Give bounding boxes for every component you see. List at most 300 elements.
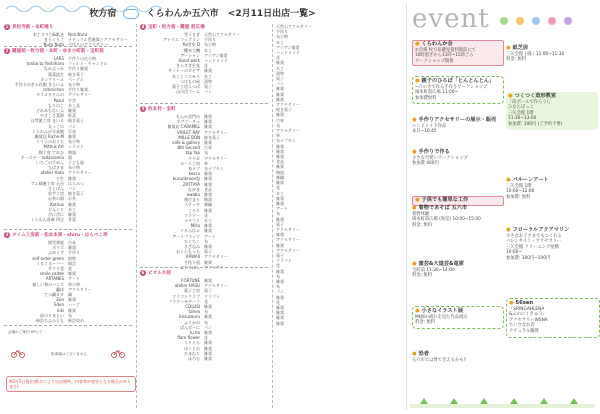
description-text: アクセサリー — [276, 226, 300, 232]
description-text: 雑貨 — [276, 148, 284, 154]
vendor-name: 楽しい和のハンズ — [32, 281, 64, 287]
vendor-desc: アクセサリー — [68, 286, 92, 292]
vendor-desc: 布小物 — [68, 82, 80, 88]
description-text: パン — [276, 81, 284, 87]
event-block — [412, 40, 504, 66]
vendor-name: fia雪室 D — [182, 42, 200, 48]
description-text: アクセサリー — [276, 247, 300, 253]
description-text: 雑貨 — [276, 278, 284, 284]
vendor-desc: 雑貨 — [204, 314, 212, 320]
vendor-desc: アクセサリー — [204, 155, 228, 161]
description-text: クラフト — [276, 258, 292, 264]
vendor-name: フラワー — [184, 212, 200, 218]
event-title-text: 手作りアクセサリーの展示・販売 — [418, 117, 497, 123]
dot-icon — [516, 17, 524, 25]
vendor-desc: 布小物 — [68, 139, 80, 145]
vendor-desc: 雑貨 — [204, 244, 212, 250]
vendor-name: さざなみ — [184, 244, 200, 250]
header-date: <2月11日出店一覧> — [227, 9, 316, 19]
description-text: 布小物 — [276, 34, 288, 40]
vendor-name: 運びまり — [184, 197, 200, 203]
section-title-text: 鍵屋前・枚方宿・本町・ゆき小町前・宝町前 — [12, 49, 104, 54]
star-icon: ● — [415, 41, 420, 47]
section-1 — [4, 24, 132, 48]
description-text: 雑貨 — [276, 294, 284, 300]
event-line: &ふのにくきゅう」 — [509, 312, 547, 318]
vendor-name: MILLE BON — [178, 134, 200, 140]
event-line: ハンドメイド作品 — [412, 123, 447, 129]
vendor-desc: ハーブ — [68, 302, 80, 308]
event-line: 参加費: 無料 — [506, 194, 531, 200]
description-text: 雑貨 — [276, 315, 284, 321]
description-text: 天然石アクセサリー — [276, 24, 312, 29]
vendor-desc: 木工 — [68, 206, 76, 212]
vendor-desc: 布 — [204, 319, 208, 325]
event-line: ワークショップ開催 — [415, 58, 454, 64]
divider — [4, 229, 132, 230]
vendor-desc: パン — [204, 324, 212, 330]
event-line: ~ひのきで作る手作りワークショップ — [415, 84, 488, 90]
vendor-name: LARS — [53, 56, 64, 61]
vendor-desc: 雑貨 — [204, 356, 212, 362]
bicycle-icon — [10, 348, 26, 358]
dot-icon — [548, 17, 556, 25]
vendor-name: ほろむ — [188, 356, 200, 362]
divider — [4, 46, 132, 47]
vendor-name: つけもの屋 — [180, 78, 200, 84]
vendor-name: atelier Hato — [40, 170, 64, 176]
event-title — [412, 118, 498, 124]
page-header — [0, 6, 405, 24]
info-text: 会場のご案内 HPにて — [8, 330, 43, 334]
event-line: 本日~10:45 — [412, 129, 437, 135]
header-left: 枚方宿 — [89, 9, 117, 19]
vendor-desc: 雑貨 — [204, 114, 212, 119]
vendor-name: 雑貨店 CARAMEL — [167, 124, 200, 130]
vendor-desc: 菓子 — [204, 288, 212, 294]
star-icon: ● — [415, 308, 420, 314]
description-text: 刺繍 — [276, 174, 284, 180]
event-line: 岡本町前広場 11:00~ — [415, 90, 459, 96]
description-text: 菓子 — [276, 221, 284, 227]
vendor-name: ぷちりぼん — [180, 264, 200, 270]
vendor-name: ZATTAYA — [183, 181, 200, 187]
vendor-name: ボウズ — [52, 245, 64, 251]
section-title — [4, 48, 132, 54]
description-text: 布 — [276, 284, 280, 290]
vendor-row — [140, 356, 268, 361]
vendor-desc: 陶器 — [68, 149, 76, 155]
vendor-name: kiki — [57, 307, 64, 313]
vendor-name: tap tap — [185, 150, 200, 156]
description-text: アクセサリー — [276, 237, 300, 243]
vendor-desc: 骨董 — [68, 217, 76, 223]
vendor-name: 蘭ぼ — [56, 286, 64, 292]
description-text: 雑貨 — [276, 232, 284, 238]
dot-icon — [500, 17, 508, 25]
vendor-desc: 雑貨 — [204, 176, 212, 182]
vendor-name: てつ鍋カタ — [44, 292, 64, 298]
column-divider — [136, 24, 137, 408]
vendor-desc: アクセサリー — [68, 92, 92, 98]
vendor-name: smile cadde — [39, 271, 64, 277]
column-divider — [406, 4, 407, 410]
event-block — [506, 46, 594, 63]
vendor-name: KAWAII — [186, 254, 200, 260]
vendor-desc: 焼き菓子 — [68, 71, 84, 77]
vendor-desc: 雑貨 — [204, 330, 212, 336]
vendor-desc: はちみつ — [68, 180, 84, 186]
vendor-desc: 柿渋染め — [68, 318, 84, 324]
event-line: ひなたぼっこ — [508, 105, 534, 111]
vendor-name: さとばん — [48, 186, 64, 192]
vendor-desc: 焼き菓子 — [204, 134, 220, 140]
section-title-text: タイム工房前・松本本家・shiru・はらぺこ亭 — [12, 233, 108, 238]
description-text: 雑貨 — [276, 268, 284, 274]
vendor-name: self order green — [32, 255, 64, 261]
event-line: 三矢会館 1階 — [508, 110, 534, 116]
vendor-desc: 雑貨 — [68, 201, 76, 207]
vendor-desc: 植物 — [68, 255, 76, 261]
vendor-name: ひまわり — [184, 350, 200, 356]
event-line: 10:00~12:00 — [506, 189, 535, 195]
dot-icon — [564, 17, 572, 25]
description-row — [276, 321, 404, 326]
description-text: 雑貨 — [276, 154, 284, 160]
vendor-name: テーズヤー rodaivamia — [20, 154, 64, 160]
vendor-name: awabu — [186, 192, 200, 198]
event-block — [506, 92, 598, 130]
description-text: 漬物 — [276, 70, 284, 76]
vendor-name: ぐう子のおうち — [36, 139, 64, 145]
event-title — [415, 79, 501, 85]
vendor-name: 8th Second — [177, 145, 200, 151]
event-title-text: 手作りで作る — [418, 149, 450, 155]
event-line: 岡本町前広場 (和室) 10:00~15:00 — [412, 217, 481, 223]
vendor-desc: 雑貨 — [204, 192, 212, 198]
vendor-desc: 食品 — [204, 186, 212, 192]
vendor-name: もりのこ — [48, 102, 64, 108]
event-line: 三矢会館 1階 — [506, 183, 532, 189]
vendor-desc: 天然石アクセサリー — [204, 32, 240, 37]
event-line: ナチュラル雑貨 — [509, 328, 539, 334]
vendor-name: Nutu Nuta — [43, 42, 64, 48]
vendor-desc: 雑貨 — [204, 304, 212, 310]
vendor-desc: アクセサリー — [204, 283, 228, 289]
vendor-name: FORTUNE — [181, 278, 200, 283]
vendor-desc: 布 — [204, 150, 208, 156]
section-number: 3 — [5, 232, 9, 237]
vendor-name: Kotirus — [50, 201, 64, 207]
vendor-name: なかま — [188, 186, 200, 192]
event-title-text: つくつく造形教室 — [514, 93, 557, 99]
event-line: 参加費: 300円~500円 — [506, 255, 551, 261]
description-text: 花 — [276, 299, 280, 305]
vendor-desc: ハンドメイド — [204, 58, 228, 64]
event-line: 宝町前 11:30~14:00 — [412, 267, 455, 273]
vendor-name: Unsuzouru — [178, 314, 200, 320]
vendor-desc: 写真 — [68, 128, 76, 134]
star-icon: ● — [412, 351, 417, 357]
event-line: 参加費: 100円 (ご予約不要) — [508, 121, 563, 127]
description-text: 雑貨 — [276, 86, 284, 92]
section-title-text: 枚本村・宝町 — [148, 107, 176, 112]
vendor-desc: 花 — [204, 63, 208, 69]
vendor-desc: フェルト・キャンドル — [68, 61, 108, 67]
vendor-desc: 雑貨 — [204, 181, 212, 187]
vendor-row — [140, 89, 268, 94]
vendor-desc: 雑貨 — [68, 297, 76, 303]
vendor-name: cotorichan — [42, 87, 64, 93]
vendor-name: きらくりこ — [44, 37, 64, 43]
vendor-name: キラメキさんの — [36, 92, 64, 98]
section-title — [4, 24, 132, 30]
section-5 — [140, 106, 268, 270]
vendor-name: Eden — [53, 302, 64, 308]
vendor-desc: 野菜 — [68, 113, 76, 119]
vendor-name: ステッチ — [184, 202, 200, 208]
description-text: 雑貨 — [276, 143, 284, 149]
vendor-name: やさしさ菜園 — [40, 113, 64, 119]
vendor-name: ヤヤカ — [188, 155, 200, 161]
event-title-text: 着物であそぼ 五六市 — [418, 205, 468, 211]
vendor-name: ちばさま — [48, 165, 64, 171]
vendor-desc: 花 — [204, 212, 208, 218]
vendor-name: 木工ヌリ白&紙芝 — [32, 32, 64, 37]
vendor-desc: 雑貨 — [68, 271, 76, 277]
event-line: ちいさなお店 — [509, 323, 535, 329]
description-text: 雑貨 — [276, 304, 284, 310]
description-text: 手作り — [276, 29, 288, 35]
vendor-desc: 刺繍 — [204, 202, 212, 208]
vendor-desc: 木工 — [204, 47, 212, 53]
vendor-desc: 菓子 — [204, 249, 212, 255]
vendor-desc: 子ども服 — [68, 160, 84, 166]
vendor-name: 陶工房 てれむ — [38, 149, 64, 155]
vendor-name: ふうかの — [184, 319, 200, 325]
vendor-name: 太っこの — [48, 123, 64, 129]
vendor-name: Milla — [190, 223, 200, 229]
star-icon: ● — [415, 197, 420, 203]
vendor-desc: NutuNuta — [68, 32, 88, 37]
section-title — [140, 270, 268, 276]
vendor-name: ぴにぴに — [48, 212, 64, 218]
vendor-desc: 陶器 — [204, 197, 212, 203]
vendor-name: ちくちく — [184, 238, 200, 244]
vendor-desc: 雑貨 — [204, 228, 212, 234]
vendor-desc: ベーグル — [68, 76, 84, 82]
vendor-desc: アクセサリー — [204, 264, 228, 270]
vendor-desc: 花 — [204, 335, 208, 341]
vendor-desc: 菓子 — [204, 84, 212, 90]
event-block — [412, 76, 504, 104]
vendor-desc: 雑貨 — [204, 207, 212, 213]
vendor-name: ばんびーに — [180, 324, 200, 330]
vendor-desc: 手作り — [68, 250, 80, 256]
vendor-name: ダヴブーチュ — [176, 119, 200, 125]
event-line: 料金: 無料 — [412, 222, 433, 228]
description-text: 陶器 — [276, 169, 284, 175]
vendor-desc: 手作り — [204, 37, 216, 43]
vendor-desc: ナチュラル系雑貨とアクセサリー — [68, 37, 128, 43]
vendor-name: ころり — [188, 207, 200, 213]
event-block — [412, 150, 498, 167]
vendor-desc: 布ナプキン — [204, 166, 224, 172]
vendor-name: きらさぎ生花 — [176, 63, 200, 69]
star-icon: ● — [412, 149, 417, 155]
description-text: ハンドメイド — [276, 50, 300, 56]
star-icon: ● — [508, 93, 513, 99]
vendor-desc: クラフト — [204, 293, 220, 299]
vendor-name: flare flower — [177, 335, 200, 341]
vendor-name: ほくとお — [184, 345, 200, 351]
description-column — [276, 24, 404, 326]
vendor-name: 菓子工房よつば — [172, 84, 200, 90]
vendor-desc: 雑貨 — [204, 278, 212, 283]
description-text: 雑貨 — [276, 164, 284, 170]
event-line: 料金: 無料 — [412, 273, 433, 279]
vendor-desc: 器 — [68, 154, 72, 160]
section-number: 6 — [141, 270, 145, 275]
vendor-name: 関雪書庭 — [48, 240, 64, 245]
event-line: バレンタイン・アクセサリー — [506, 239, 562, 245]
event-line: 料金: 無料 — [415, 320, 436, 326]
vendor-name: 小生 — [56, 175, 64, 181]
header-title: くらわんか五六市 — [146, 9, 219, 19]
vendor-name: お茶の湯 — [48, 196, 64, 202]
vendor-name: どんぐり — [48, 206, 64, 212]
vendor-name: どれあもないふ — [36, 108, 64, 114]
description-text: 雑貨 — [276, 320, 284, 326]
description-text: 雑貨 — [276, 91, 284, 97]
section-title-text: 宝町・枚方宿・鍵屋 前広場 — [148, 25, 205, 30]
event-title-text: 親子のひろば「とんとんとん」 — [421, 78, 495, 84]
vendor-desc: 雑貨 — [204, 345, 212, 351]
vendor-desc: アート — [204, 233, 216, 239]
vendor-name: 自然派工房 まいる — [30, 118, 64, 124]
vendor-desc: パン — [68, 123, 76, 129]
description-text: 古着 — [276, 117, 284, 123]
vendor-name: 菓菜流生 — [48, 71, 64, 77]
vendor-desc: 雑貨 — [204, 223, 212, 229]
vendor-name: cafe & gallery — [172, 140, 200, 146]
section-title — [140, 24, 268, 30]
event-block — [506, 178, 594, 200]
star-icon: ● — [509, 300, 514, 306]
vendor-name: 雨のりまとい — [40, 312, 64, 318]
event-line: 三矢会館 クリーニング屋横 — [506, 244, 559, 250]
event-title — [415, 198, 501, 204]
description-text: 雑貨 — [276, 180, 284, 186]
vendor-name: kessu — [188, 171, 200, 177]
section-number: 4 — [141, 24, 145, 29]
vendor-name: アトリエ フェブラン — [163, 37, 200, 43]
vendor-desc: アート — [68, 276, 80, 282]
vendor-name: ロース工房 — [180, 160, 200, 166]
vendor-desc: 雑貨 — [204, 340, 212, 346]
vendor-name: 布ナプ — [188, 166, 200, 172]
description-text: 花 — [276, 55, 280, 61]
event-line: 参加費無料 — [415, 95, 437, 101]
vendor-name: くるくるーバー — [36, 260, 64, 266]
bicycle-icon — [110, 348, 126, 358]
event-heading: event — [412, 4, 490, 34]
vendor-name: アーシャン — [180, 52, 200, 58]
section-title-text: ビオルネ前 — [148, 271, 171, 276]
event-line: ①会場 枚方宿鍵屋資料館前にて — [415, 47, 477, 53]
event-line: 小さなお子さまでもつくれる — [506, 233, 562, 239]
vendor-desc: 木工品 — [68, 102, 80, 108]
vendor-name: Pazul — [53, 97, 64, 103]
vendor-name: ぐるんはゃ — [180, 228, 200, 234]
divider — [4, 325, 132, 326]
vendor-name: 柿渋ちふみとも — [36, 318, 64, 324]
vendor-desc: 木工 — [204, 73, 212, 79]
description-text: 菓子 — [276, 76, 284, 82]
vendor-desc: パン — [68, 186, 76, 192]
star-icon: ● — [412, 261, 417, 267]
vendor-name: ふゆうず — [48, 250, 64, 256]
vendor-name: VIOLET RAY — [176, 129, 200, 135]
vendor-name: 木工とコスモス — [172, 73, 200, 79]
parking-note — [30, 352, 108, 356]
description-text: 木工 — [276, 190, 284, 196]
event-line: 着物体験 — [412, 211, 430, 217]
event-title-text: フローラルアクアマリン — [512, 227, 570, 233]
section-number: 1 — [5, 24, 9, 29]
description-text: 雑貨 — [276, 310, 284, 316]
description-text: 雑貨 — [276, 96, 284, 102]
vendor-desc: 布 — [68, 312, 72, 318]
event-block — [412, 306, 504, 329]
star-icon: ● — [506, 45, 511, 51]
vendor-name: Hand work — [178, 58, 200, 64]
vendor-desc: アジアン雑貨 — [204, 52, 228, 58]
vendor-desc: 雑貨 — [204, 350, 212, 356]
vendor-desc: 花 — [204, 298, 208, 304]
vendor-name: 里芋工房 — [48, 191, 64, 197]
vendor-name: 雑貨店 Riche-M — [34, 134, 64, 140]
vendor-desc: 木工 — [204, 218, 212, 224]
vendor-desc: 雑貨 — [68, 108, 76, 114]
description-text: 雑貨 — [276, 60, 284, 66]
parking-text: 駐車場はございません — [51, 352, 87, 356]
event-title-text: くらわんか会 — [421, 41, 453, 47]
vendor-desc: 布小物 — [68, 165, 80, 171]
description-text: 花 — [276, 263, 280, 269]
event-line: 三矢会館 | 随 / 11:00~11:30 — [506, 51, 565, 57]
vendor-name: ナタフト — [184, 218, 200, 224]
event-block — [506, 298, 600, 338]
cloud-icon — [123, 9, 139, 19]
description-text: 布 — [276, 211, 280, 217]
vendor-desc: 雑貨 — [204, 171, 212, 177]
stop-notice-text: ※2月5日現在(都合により出店場所、内容等が変更となる場合があります) — [9, 379, 132, 389]
vendor-desc: イラスト — [68, 144, 84, 150]
vendor-desc: 漬物 — [204, 78, 212, 84]
vendor-desc: 雑貨 — [204, 119, 212, 125]
vendor-name: 手作り屋 — [184, 259, 200, 265]
section-title — [4, 232, 132, 238]
vendor-name: Zen — [56, 297, 64, 303]
vendor-name: サクラ花 — [48, 266, 64, 272]
event-line: 「SRINGAHLENA — [509, 306, 545, 312]
event-line: 料金: 無料 — [506, 57, 527, 63]
vendor-name: COLUSI — [185, 304, 200, 310]
vendor-desc: 雑貨 — [204, 140, 212, 146]
vendor-name: ぐりぐら — [184, 340, 200, 346]
event-title-text: 小さなイラスト展 — [421, 308, 463, 314]
